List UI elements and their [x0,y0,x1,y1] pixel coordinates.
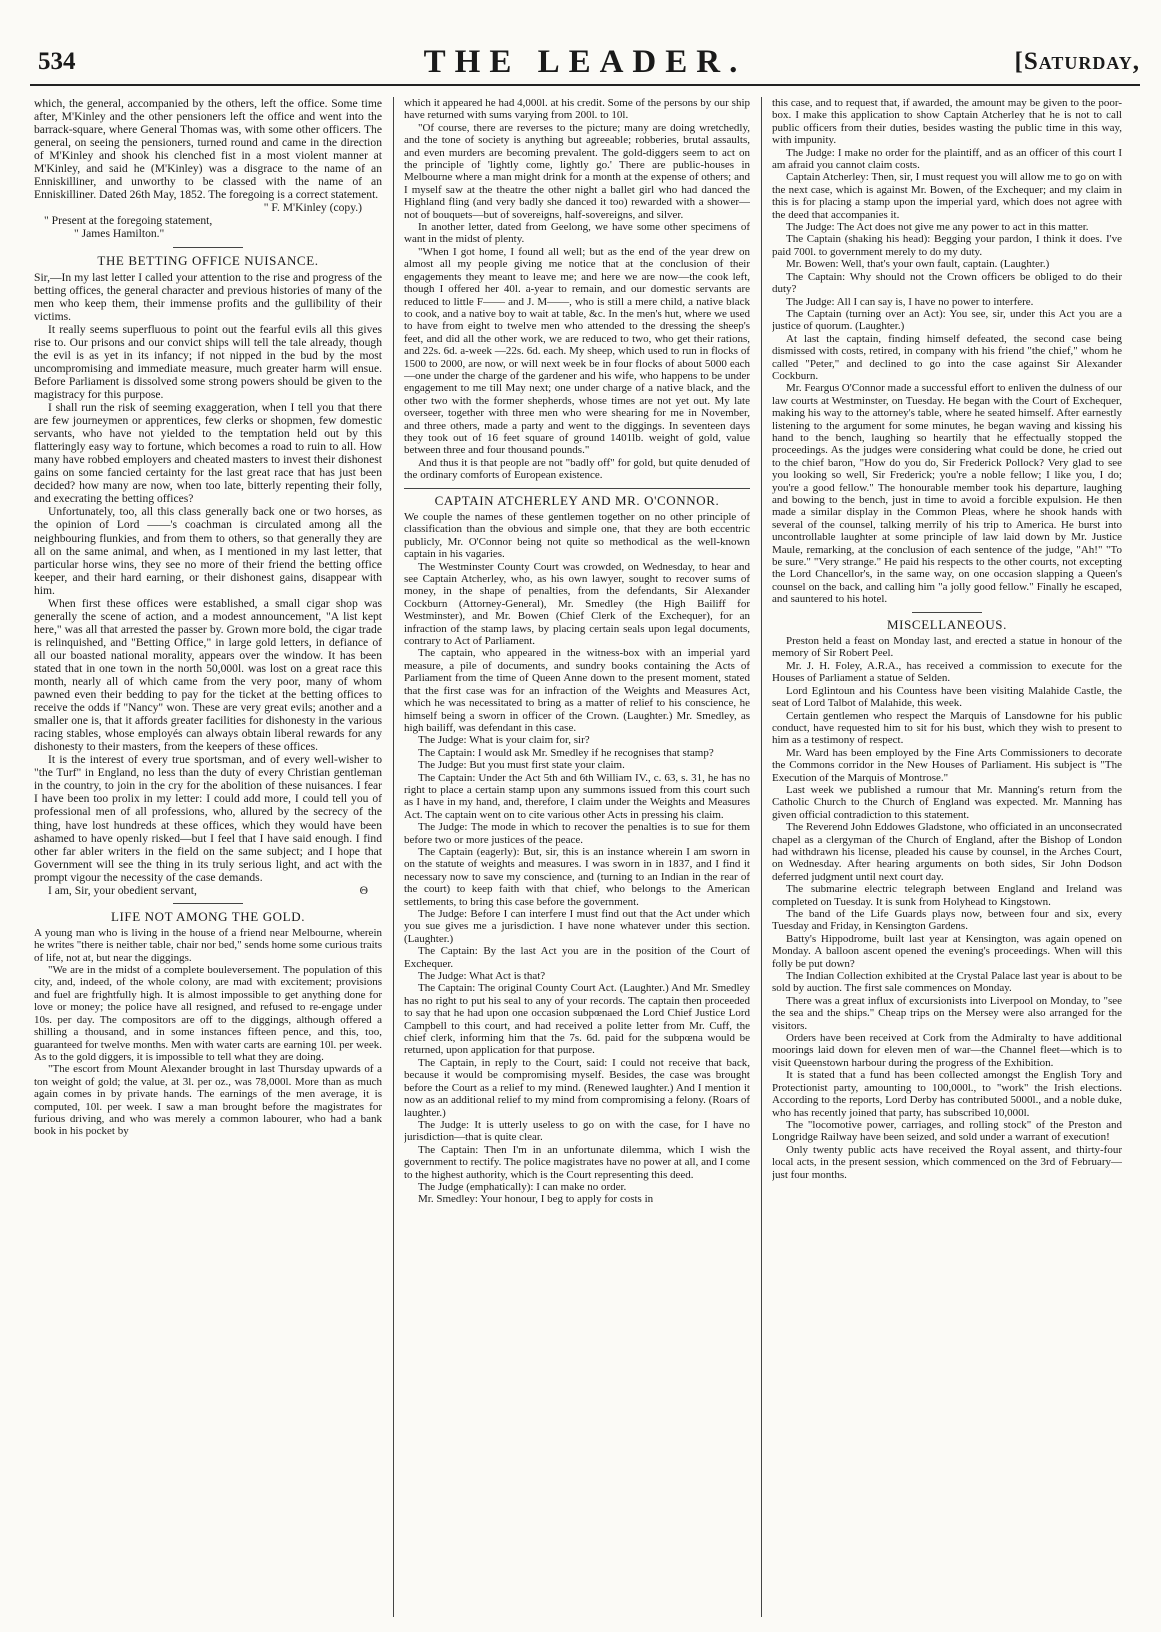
signature: " Present at the foregoing statement, [44,214,213,228]
article-paragraph: Mr. Feargus O'Connor made a successful effort to enliven the dulness of our law courts at Westminster, on Tuesday. He began with the Court of Exchequer, making his way to the attorney's table, where he seated himself. After earnestly listening to the argument for some minutes, he began waving and kissing his hand to the bench, laughing so heartily that he effectually stopped the proceedings. As the judges were considering what could be done, he cried out to the chief baron, "How do you do, Sir Frederick Pollock? Very glad to see you looking so well, Sir Frederick; you're a noble fellow; I like you, I do; you're a good fellow." The honourable member took his departure, laughing and bowing to the bench, just in time to avoid a forcible expulsion. He then made a similar display in the Common Pleas, where he shook hands with several of the counsel, talking merrily of his trip to America. He burst into uncontrollable laughter at some principle of law laid down by Mr. Justice Maule, remarking, at the conclusion of each sentence of the judge, "Ah!" "To be sure." "Very strange." He paid his respects to the other courts, not excepting the Lord Chancellor's, in the same way, on one occasion slapping a Queen's counsel on the back, and calling him "a jolly good fellow." Finally he escaped, and sauntered to his hotel. [772,382,1122,606]
column-3 [772,97,1122,1622]
signature: " F. M'Kinley (copy.) [263,201,362,215]
article-paragraph: A young man who is living in the house of a friend near Melbourne, wherein he writes "there is neither table, chair nor bed," sends home some curious traits of life, not at, but near the diggings. [34,926,382,964]
dialogue-line: The Judge: Before I can interfere I must find out that the Act under which you sue gives me a jurisdiction. I have none whatever under this section. (Laughter.) [404,908,750,945]
dialogue-line: The Captain: The original County Court Act. (Laughter.) And Mr. Smedley has no right to put his seal to any of your records. The captain then proceeded to say that he had upon one occasion subpœnaed the Lord Chief Justice Lord Campbell to this court, and had received a polite letter from Mr. Cuff, the chief clerk, informing him that the 7s. 6d. paid for the subpœna would be returned, upon application for that purpose. [404,982,750,1057]
signature: " James Hamilton." [74,227,165,241]
news-item: Lord Eglintoun and his Countess have been visiting Malahide Castle, the seat of Lord Talbot of Malahide, this week. [772,684,1122,710]
dialogue-line: this case, and to request that, if awarded, the amount may be given to the poor-box. I make this application to show Captain Atcherley that he is not to call public officers from their duties, besides wasting the public time in this way, with impunity. [772,97,1122,147]
dialogue-line: The Judge: All I can say is, I have no power to interfere. [786,295,1034,308]
article-paragraph: And thus it is that people are not "badly off" for gold, but quite denuded of the ordinary comforts of European existence. [404,456,750,482]
news-item: There was a great influx of excursionists into Liverpool on Monday, to "see the sea and the ships." Cheap trips on the Mersey were also arranged for the visitors. [772,994,1122,1032]
column-rule [393,97,394,1617]
section-divider [912,612,982,613]
article-paragraph: It really seems superfluous to point out the fearful evils all this gives rise to. Our prisons and our convict ships will tell the tale already, though the evil is as yet in its infancy; if not nipped in the bud by the most uncompromising and immediate measure, much greater harm will ensue. Before Parliament is dissolved some strong powers should be given to the magistracy for this purpose. [34,322,382,401]
article-paragraph: "The escort from Mount Alexander brought in last Thursday upwards of a ton weight of gold; the value, at 3l. per oz., was 78,000l. More than as much again comes in by private hands. The earnings of the men average, it is computed, 10l. per week. I saw a man brought before the magistrates for furious driving, and who was merely a common labourer, who had a bank book in his pocket by [34,1063,382,1138]
article-paragraph: Unfortunately, too, all this class generally back one or two horses, as the opinion of Lord ——'s coachman is circulated among all the neighbouring flunkies, and from them to others, so that generally they are all on the same animal, and when, as I mentioned in my last letter, that particular horse wins, they see no more of their friend the betting office keeper, and their hard earning, or their dishonest gains, disappear with him. [34,505,382,597]
article-paragraph: We couple the names of these gentlemen together on no other principle of classification than the obvious and simple one, that they are both eccentric publicly, Mr. O'Connor being not quite so methodical as the well-known captain in his vagaries. [404,511,750,561]
headline-captain-atcherley: CAPTAIN ATCHERLEY AND MR. O'CONNOR. [434,492,720,508]
dialogue-line: The Captain: Under the Act 5th and 6th William IV., c. 63, s. 31, he has no right to place a certain stamp upon any summons issued from this court such as I have in my hand, and, therefore, I claim under the Weights and Measures Act. The captain went on to cite various other Acts in pressing his claim. [404,771,750,821]
article-paragraph: It is the interest of every true sportsman, and of every well-wisher to "the Turf" in England, no less than the duty of every Christian gentleman in the country, to join in the cry for the abolition of these nuisances. I fear I have been too prolix in my letter: I could add more, I could tell you of professional men of all professions, who, allured by the secrecy of the thing, have lost hundreds at these offices, which they would have been ashamed to have openly risked—but I feel that I have said enough. I find other far abler writers in the field on the same subject; and I hope that Government will see the thing in its truly serious light, and act with the prompt vigour the necessity of the case demands. [34,753,382,884]
article-paragraph: which it appeared he had 4,000l. at his credit. Some of the persons by our ship have returned with sums varying from 200l. to 10l. [404,97,750,122]
news-item: Certain gentlemen who respect the Marquis of Lansdowne for his public conduct, have requested him to sit for his bust, which they wish to present to him as a testimony of respect. [772,709,1122,747]
section-divider [173,903,243,904]
column-2 [404,97,750,1622]
dialogue-line: The Captain (turning over an Act): You see, sir, under this Act you are a justice of quorum. (Laughter.) [772,307,1122,333]
masthead [30,44,1140,86]
headline-betting-office: THE BETTING OFFICE NUISANCE. [97,252,319,268]
news-item: It is stated that a fund has been collected amongst the English Tory and Protectionist party, amounting to 100,000l., to "work" the Irish elections. According to the reports, Lord Derby has contributed 5000l., and a noble duke, who has recently joined that party, has subscribed 10,000l. [772,1069,1122,1119]
article-paragraph: "When I got home, I found all well; but as the end of the year drew on almost all my people giving me notice that at the conclusion of their engagements they meant to leave me; and here we are now—the cook left, though I offered her 40l. a-year to remain, and our domestic servants are reduced to little F—— and J. M——, who is still a mere child, a native black to cook, and a native boy to wait at table, &c. In the men's hut, where we used to have from eight to twelve men who attended to the dressing the sheep's feet, and did all the other work, we are reduced to two, who get their rations, and 22s. 6d. a-week —22s. 6d. each. My sheep, which used to run in flocks of 1500 to 2000, are now, or will next week be in four flocks of about 5000 each—one under the charge of the gardener and his wife, who happens to be under engagement to me till May next; one under charge of a native black, and the other two with the former shepherds, whose times are not yet out. My late overseer, together with three men who were shearing for me in November, and three others, made a party and went to the diggings. In seventeen days they took out of 16 feet square of ground 1401lb. weight of gold, value between three and four thousand pounds." [404,245,750,457]
news-item: Preston held a feast on Monday last, and erected a statue in honour of the memory of Sir Robert Peel. [772,635,1122,660]
dialogue-line: The Captain: Why should not the Crown officers be obliged to do their duty? [772,270,1122,296]
dialogue-line: The Judge: The Act does not give me any power to act in this matter. [786,221,1089,234]
article-paragraph: "We are in the midst of a complete bouleversement. The population of this city, and, indeed, of the whole colony, are mad with excitement; provisions and fuel are frightfully high. It is almost impossible to get anything done for love or money; the police have all resigned, and refused to re-engage under 10s. per day. The compositors are off to the diggings, although offered a shilling a thousand, and in some instances fifteen pence, and this, too, guaranteed for twelve months. Men with water carts are earning 10l. per week. As to the gold diggers, it is impossible to tell what they are doing. [34,964,382,1063]
dialogue-line: The Captain: By the last Act you are in the position of the Court of Exchequer. [404,945,750,970]
dialogue-line: The Judge: What is your claim for, sir? [418,734,590,747]
section-divider [404,488,750,489]
newspaper-title: THE LEADER. [423,44,747,80]
issue-day: [Saturday, [1014,48,1140,75]
article-paragraph: When first these offices were established, a small cigar shop was generally the scene of action, and a modest announcement, "A list kept here," was all that arrested the passer by. Grown more bold, the cigar trade is relinquished, and "Betting Office," in large gold letters, in defiance of all our boasted national morality, appears over the window. It has been stated that in one town in the north 50,000l. was lost on a great race this month, nearly all of which came from the very poor, many of whom pawned even their bedding to pay for the ticket at the betting offices to receive the odds if "Nancy" won. These are very great evils; another and a smaller one is, that it affords greater facilities for dishonesty in the various racing stables, whose employés can always obtain liberal rewards for any dishonesty to their masters, from the keepers of these offices. [34,596,382,754]
news-item: Only twenty public acts have received the Royal assent, and thirty-four local acts, in the present session, which commenced on the 3rd of February—just four months. [772,1143,1122,1181]
dialogue-line: The Judge: What Act is that? [418,970,546,983]
news-item: Last week we published a rumour that Mr. Manning's return from the Catholic Church to the Church of England was expected. Mr. Manning has given official contradiction to this statement. [772,783,1122,821]
dialogue-line: Captain Atcherley: Then, sir, I must request you will allow me to go on with the next case, which is against Mr. Bowen, of the Exchequer; and my claim in this is for placing a stamp upon the imperial yard, which does not agree with the deed that accompanies it. [772,171,1122,221]
dialogue-line: The Captain (eagerly): But, sir, this is an instance wherein I am sworn in on the statute of weights and measures. I was sworn in in 1837, and I find it necessary now to save my conscience, and (turning to an Indian in the rear of the court) to keep faith with that chief, who belongs to the American settlements, to bring this case before the government. [404,845,750,908]
dialogue-line: The Judge: It is utterly useless to go on with the case, for I have no jurisdiction—that is quite clear. [404,1118,750,1144]
page-number: 534 [38,48,76,75]
news-item: Batty's Hippodrome, built last year at Kensington, was again opened on Monday. A balloon ascent opened the evening's proceedings. When will this folly be put down? [772,932,1122,970]
dialogue-line: The Judge: I make no order for the plaintiff, and as an officer of this court I am afraid you cannot claim costs. [772,146,1122,172]
column-rule [761,97,762,1617]
article-paragraph: Sir,—In my last letter I called your attention to the rise and progress of the betting offices, the general character and previous histories of many of the men who keep them, their immense profits and the gullibility of their victims. [34,270,382,323]
column-1 [34,97,382,1622]
article-paragraph: The captain, who appeared in the witness-box with an imperial yard measure, a pile of documents, and sundry books containing the Acts of Parliament from the time of Queen Anne down to the present moment, stated that the first case was for an infraction of the Weights and Measures Act, which he was necessitated to bring as a matter of relief to his conscience, he himself being a sworn in officer of the Crown. (Laughter.) Mr. Smedley, as high bailiff, was defendant in this case. [404,647,750,734]
dialogue-line: The Captain (shaking his head): Begging your pardon, I think it does. I've paid 700l. to government merely to do my duty. [772,233,1122,258]
article-paragraph: I shall run the risk of seeming exaggeration, when I tell you that there are few journeymen or apprentices, few clerks or shopmen, few domestic servants, who have not yielded to the temptation held out by this flatteringly easy way to fortune, which becomes a road to ruin to all. How many have robbed employers and cheated masters to invest their dishonest gains on some fancied certainty for the last great race that has just been decided? how many are now, when too late, bitterly repenting their folly, and execrating the betting offices? [34,401,382,506]
news-item: The Indian Collection exhibited at the Crystal Palace last year is about to be sold by auction. The first sale commences on Monday. [772,970,1122,995]
dialogue-line: The Judge (emphatically): I can make no order. [418,1180,627,1193]
article-paragraph: At last the captain, finding himself defeated, the second case being dismissed with costs, retired, in company with his friend "the chief," whom he called "Peter," and declined to go into the case against Sir Alexander Cockburn. [772,332,1122,382]
article-paragraph: The Westminster County Court was crowded, on Wednesday, to hear and see Captain Atcherley, who, as his own lawyer, sought to recover sums of money, in the shape of penalties, from the defendants, Sir Alexander Cockburn (Attorney-General), Mr. Smedley (the High Bailiff for Westminster), and Mr. Bowen (Chief Clerk of the Exchequer), for an infraction of the stamp laws, by placing certain seals upon legal documents, contrary to Act of Parliament. [404,560,750,648]
closing-line [34,884,382,897]
headline-miscellaneous: MISCELLANEOUS. [887,616,1007,632]
article-paragraph: "Of course, there are reverses to the picture; many are doing wretchedly, and the tone of society is anything but agreeable; robberies, brutal assaults, and even murders are becoming prevalent. The gold-diggers seem to act on the principle of 'lightly come, lightly go.' There are public-houses in Melbourne where a man might drink for a month at the expense of others; and I myself saw at the theatre the other night a ballet girl who had danced the Highland fling (and very badly she danced it too) rewarded with a shower—not of bouquets—but of sovereigns, half-sovereigns, and silver. [404,121,750,221]
closing-text: I am, Sir, your obedient servant, [48,883,197,897]
dialogue-line: Mr. Smedley: Your honour, I beg to apply for costs in [418,1193,654,1206]
dialogue-line: The Captain, in reply to the Court, said: I could not receive that back, because it would be compromising myself. Besides, the case was brought before the Court as a relief to my mind. (Renewed laughter.) And I mention it now as an additional relief to my mind from compromising a felony. (Roars of laughter.) [404,1056,750,1119]
article-paragraph: which, the general, accompanied by the others, left the office. Some time after, M'Kinley and the other pensioners left the office and went into the barrack-square, where General Thomas was, with some other officers. The general, on seeing the pensioners, turned round and came in the direction of M'Kinley and shook his clenched fist in a most violent manner at M'Kinley, and said he (M'Kinley) was a disgrace to the name of an Enniskilliner, and unworthy to be classed with the name of an Enniskilliner. Dated 26th May, 1852. The foregoing is a correct statement. [34,97,382,202]
news-item: Mr. J. H. Foley, A.R.A., has received a commission to execute for the Houses of Parliament a statue of Selden. [772,659,1122,685]
section-divider [173,247,243,248]
article-paragraph: In another letter, dated from Geelong, we have some other specimens of want in the midst of plenty. [404,221,750,246]
news-item: The submarine electric telegraph between England and Ireland was completed on Tuesday. It is sunk from Holyhead to Kingstown. [772,883,1122,908]
dialogue-line: Mr. Bowen: Well, that's your own fault, captain. (Laughter.) [786,258,1050,271]
news-item: The Reverend John Eddowes Gladstone, who officiated in an unconsecrated chapel as a clergyman of the Church of England, after the Bishop of London had withdrawn his license, pleaded his cause by counsel, in the Arches Court, on Wednesday. After hearing arguments on both sides, Sir John Dodson deferred judgment until next court day. [772,821,1122,883]
dialogue-line: The Judge: The mode in which to recover the penalties is to sue for them before two or more justices of the peace. [404,821,750,846]
headline-life-not-among-gold: LIFE NOT AMONG THE GOLD. [110,908,306,924]
news-item: Orders have been received at Cork from the Admiralty to have additional moorings laid down for eleven men of war—the Channel fleet—which is to visit Queenstown harbour during the progress of the Exhibition. [772,1032,1122,1069]
dialogue-line: The Captain: Then I'm in an unfortunate dilemma, which I wish the government to rectify. The police magistrates have no power at all, and I come to the highest authority, which is the Court representing this deed. [404,1143,750,1181]
news-item: The "locomotive power, carriages, and rolling stock" of the Preston and Longridge Railway have been seized, and sold under a warrant of execution! [772,1118,1122,1144]
dialogue-line: The Judge: But you must first state your claim. [418,759,625,772]
author-mark: Θ [359,883,368,897]
news-item: The band of the Life Guards plays now, between four and six, every Tuesday and Friday, in Kensington Gardens. [772,908,1122,933]
dialogue-line: The Captain: I would ask Mr. Smedley if he recognises that stamp? [418,746,714,759]
news-item: Mr. Ward has been employed by the Fine Arts Commissioners to decorate the Commons corridor in the New Houses of Parliament. His subject is "The Execution of the Marquis of Montrose." [772,746,1122,784]
